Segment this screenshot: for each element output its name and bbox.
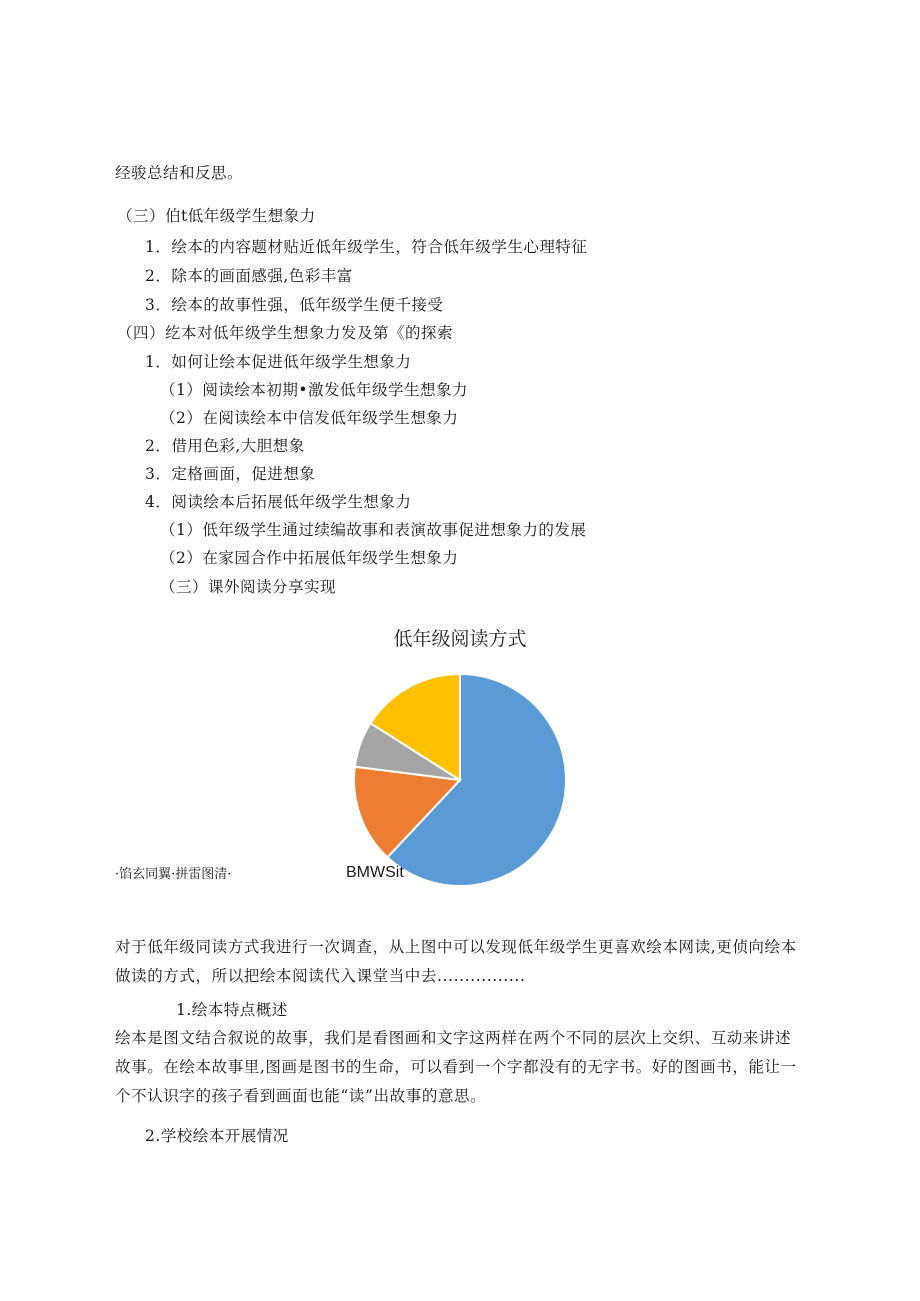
outline-item: 2．借用色彩,大胆想象 — [145, 437, 305, 455]
chart-title: 低年级阅读方式 — [393, 628, 527, 650]
outline-item: 3．绘本的故事性强，低年级学生便千接受 — [145, 296, 444, 314]
outline-heading: （三）伯t低年级学生想象力 — [117, 207, 316, 225]
section-heading: 1.绘本特点概述 — [176, 1001, 288, 1019]
outline-subitem: （2）在阅读绘本中信发低年级学生想象力 — [160, 409, 459, 427]
outline-subitem: （1）阅读绘本初期•激发低年级学生想象力 — [160, 381, 469, 399]
outline-subitem: （2）在家园合作中拓展低年级学生想象力 — [160, 549, 459, 567]
chart-legend-left: ·馅玄同翼·拼雷图清· — [115, 867, 232, 882]
outline-heading: （四）纥本对低年级学生想象力发及第《的探索 — [117, 324, 454, 342]
top-line: 经骏总结和反思。 — [115, 164, 244, 182]
body-paragraph: 绘本是图文结合叙说的故事，我们是看图画和文字这两样在两个不同的层次上交织、互动来讲述故事。在绘本故事里,图画是图书的生命，可以看到一个字都没有的无字书。好的图画书，能让一个不认识字的孩子看到画面也能“读”出故事的意思。 — [115, 1029, 797, 1105]
section-heading: 2.学校绘本开展情况 — [145, 1127, 289, 1145]
outline-item: 1．如何让绘本促进低年级学生想象力 — [145, 353, 412, 371]
outline-item: 1．绘本的内容题材贴近低年级学生，符合低年级学生心理特征 — [145, 238, 588, 256]
outline-item: 4．阅读绘本后拓展低年级学生想象力 — [145, 493, 412, 511]
outline-item: 2．除本的画面感强,色彩丰富 — [145, 267, 353, 285]
chart-legend-right: BMWSit — [346, 864, 404, 881]
outline-subitem: （1）低年级学生通过续编故事和表演故事促进想象力的发展 — [160, 521, 587, 539]
outline-item: 3．定格画面，促进想象 — [145, 465, 316, 483]
after-chart-paragraph: 对于低年级同读方式我进行一次调查，从上图中可以发现低年级学生更喜欢绘本网读,更侦向绘本做读的方式，所以把绘本阅读代入课堂当中去................ — [115, 938, 797, 985]
outline-subitem: （三）课外阅读分享实现 — [160, 578, 337, 596]
